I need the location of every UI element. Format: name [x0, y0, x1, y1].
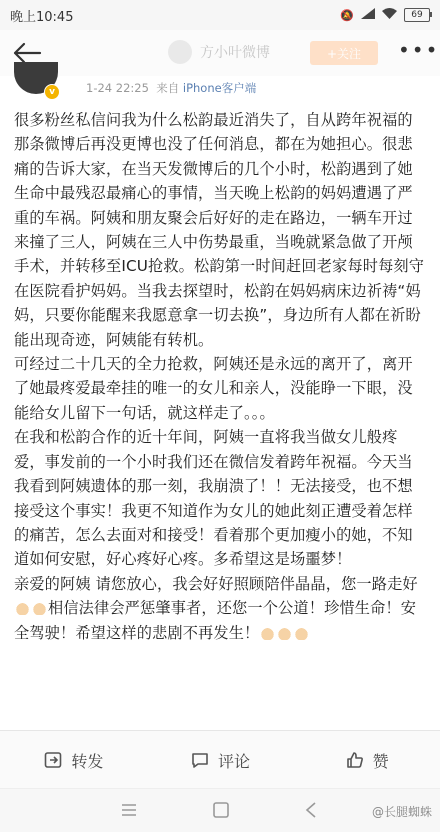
like-button[interactable] [293, 731, 440, 789]
status-icons [340, 8, 430, 22]
pray-emoji-icon [15, 601, 30, 615]
post-paragraph-closing-b: 相信法律会严惩肇事者，还您一个公道！珍惜生命！安全驾驶！希望这样的悲剧不再发生！ [14, 599, 417, 642]
nav-bar [0, 30, 440, 76]
mute-icon: 🔕 [340, 8, 354, 22]
signal-icon [361, 8, 375, 22]
post-paragraph: 很多粉丝私信问我为什么松韵最近消失了，自从跨年祝福的那条微博后再没更博也没了任何消息，都在为她担心。很悲痛的告诉大家，在当天发微博后的几个小时，松韵遇到了她生命中最残忍最痛心的事情，当天晚上松韵的妈妈遭遇了严重的车祸。阿姨和朋友聚会后好好的走在路边，一辆车开过来撞了三人，阿姨在三人中伤势最重，当晚就紧急做了开颅手术，并转移至ICU抢救。松韵第一时间赶回老家每时每刻守在医院看护妈妈。当我去探望时，松韵在妈妈病床边祈祷“妈妈，只要你能醒来我愿意拿一切去换”，身边所有人都在祈盼能出现奇迹，阿姨能有转机。 [14, 111, 425, 349]
back-triangle-icon[interactable] [300, 799, 322, 821]
watermark: @长腿蜘蛛 [371, 805, 432, 819]
nav-avatar [168, 40, 192, 64]
comment-label: 评论 [218, 751, 251, 771]
pray-emoji-icon [277, 626, 292, 640]
status-bar [0, 0, 440, 30]
pray-emoji-icon [260, 626, 275, 640]
repost-button[interactable] [0, 731, 147, 789]
post-timestamp: 1-24 22:25 [86, 81, 149, 95]
post-source-client[interactable]: iPhone客户端 [182, 81, 257, 95]
repost-label: 转发 [71, 751, 104, 771]
menu-icon[interactable] [118, 799, 140, 821]
home-square-icon[interactable] [210, 799, 232, 821]
post-paragraph-closing-a: 亲爱的阿姨 请您放心，我会好好照顾陪伴晶晶，您一路走好 [14, 574, 418, 593]
post-paragraph: 可经过二十几天的全力抢救，阿姨还是永远的离开了，离开了她最疼爱最牵挂的唯一的女儿和亲人，没能睁一下眼，没能给女儿留下一句话，就这样走了。。。 [14, 355, 413, 422]
battery-level: 69 [411, 10, 423, 20]
repost-icon [43, 750, 63, 770]
comment-button[interactable] [147, 731, 294, 789]
post-source-prefix: 来自 [156, 81, 180, 95]
comment-icon [190, 750, 210, 770]
wifi-icon [382, 8, 397, 22]
pray-emoji-icon [294, 626, 309, 640]
post-meta [86, 80, 256, 96]
follow-button[interactable]: +关注 [310, 41, 378, 65]
system-nav-bar [0, 788, 440, 832]
thumbs-up-icon [345, 750, 365, 770]
verified-badge-icon: v [44, 84, 60, 100]
more-button[interactable]: ••• [398, 38, 440, 62]
post-body [14, 108, 428, 645]
battery-icon [404, 8, 430, 22]
post-header [0, 76, 440, 100]
pray-emoji-icon [32, 601, 47, 615]
status-time: 晚上10:45 [10, 9, 74, 25]
like-label: 赞 [372, 751, 389, 771]
nav-username: 方小叶微博 [200, 45, 270, 61]
nav-user[interactable] [168, 40, 270, 64]
action-bar [0, 730, 440, 789]
post-paragraph: 在我和松韵合作的近十年间，阿姨一直将我当做女儿般疼爱，事发前的一个小时我们还在微信发着跨年祝福。今天当我看到阿姨遗体的那一刻，我崩溃了！！无法接受，也不想接受这个事实！我更不知道作为女儿的她此刻正遭受着怎样的痛苦，怎么去面对和接受！看着那个更加瘦小的她，不知道如何安慰，好心疼好心疼。多希望这是场噩梦！ [14, 428, 413, 569]
post-paragraph-closing [14, 572, 428, 645]
